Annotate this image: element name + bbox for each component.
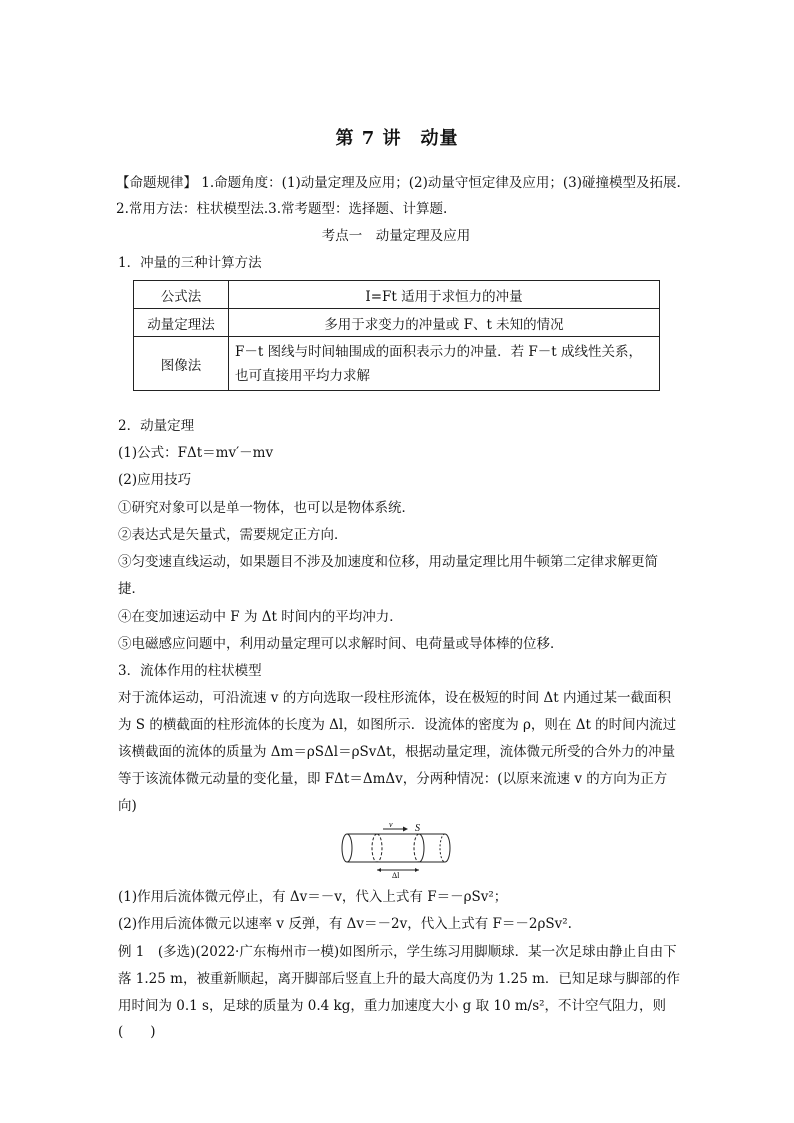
rule-line-2: 2.常用方法：柱状模型法.3.常考题型：选择题、计算题. xyxy=(116,201,448,217)
heading-fluid-model: 3．流体作用的柱状模型 xyxy=(118,663,262,679)
cylinder-right-end xyxy=(445,834,450,862)
skill-item-1: ①研究对象可以是单一物体，也可以是物体系统． xyxy=(118,500,415,516)
table-row xyxy=(134,309,660,337)
fluid-paragraph-line-1: 对于流体运动，可沿流速 v 的方向选取一段柱形流体，设在极短的时间 Δt 内通过某一截面积 xyxy=(118,690,671,706)
velocity-label: v xyxy=(389,822,393,829)
fluid-paragraph-line-3: 该横截面的流体的质量为 Δm＝ρSΔl＝ρSvΔt，根据动量定理，流体微元所受的合外力的冲量 xyxy=(118,744,676,760)
case-2-line: (2)作用后流体微元以速率 v 反弹，有 Δv＝－2v，代入上式有 F＝－2ρSv². xyxy=(118,916,572,932)
skill-item-2: ②表达式是矢量式，需要规定正方向． xyxy=(118,527,348,543)
method-cell: 公式法 xyxy=(134,281,229,309)
heading-momentum-theorem: 2．动量定理 xyxy=(118,418,195,434)
section-heading: 考点一 动量定理及应用 xyxy=(321,228,471,244)
table-row xyxy=(134,281,660,309)
fluid-paragraph-line-2: 为 S 的横截面的柱形流体的长度为 Δl，如图所示．设流体的密度为 ρ，则在 Δt 的时间内流过 xyxy=(118,717,677,733)
desc-cell: F－t 图线与时间轴围成的面积表示力的冲量．若 F－t 成线性关系，也可直接用平均力求解 xyxy=(229,337,660,391)
skill-heading: (2)应用技巧 xyxy=(118,472,192,488)
desc-cell: 多用于求变力的冲量或 F、t 未知的情况 xyxy=(229,309,660,337)
fluid-cylinder-diagram xyxy=(335,822,457,878)
heading-impulse-methods: 1．冲量的三种计算方法 xyxy=(118,255,262,271)
fluid-paragraph-line-5: 向) xyxy=(118,798,137,814)
cross-section-label: S xyxy=(415,823,420,834)
skill-item-4: ④在变加速运动中 F 为 Δt 时间内的平均冲力． xyxy=(118,609,403,625)
example-line-3: 用时间为 0.1 s，足球的质量为 0.4 kg，重力加速度大小 g 取 10 m/s²，不计空气阻力，则( ) xyxy=(118,998,667,1040)
cylinder-right-end-back xyxy=(440,834,445,862)
skill-item-3b: 捷． xyxy=(118,581,145,597)
cross-section-left-front xyxy=(377,834,382,862)
fluid-paragraph-line-4: 等于该流体微元动量的变化量，即 FΔt＝ΔmΔv，分两种情况：(以原来流速 v 的方向为正方 xyxy=(118,771,668,787)
rule-line-1: 【命题规律】 1.命题角度：(1)动量定理及应用；(2)动量守恒定律及应用；(3)碰撞模型及拓展. xyxy=(116,175,681,191)
length-arrowhead-left xyxy=(377,868,381,872)
cross-section-right-front xyxy=(419,834,424,862)
impulse-methods-table xyxy=(133,280,660,391)
velocity-arrowhead xyxy=(403,827,408,832)
cross-section-right-back xyxy=(414,834,419,862)
skill-item-5: ⑤电磁感应问题中，利用动量定理可以求解时间、电荷量或导体棒的位移． xyxy=(118,636,564,652)
desc-cell: I=Ft 适用于求恒力的冲量 xyxy=(229,281,660,309)
length-label: Δl xyxy=(392,871,400,878)
lecture-title: 第 7 讲 动量 xyxy=(335,128,459,149)
cross-section-left-back xyxy=(372,834,377,862)
method-cell: 图像法 xyxy=(134,337,229,391)
length-arrowhead-right xyxy=(415,868,419,872)
cylinder-left-end xyxy=(342,834,352,862)
formula-line: (1)公式：FΔt＝mv′－mv xyxy=(118,445,274,461)
table-row xyxy=(134,337,660,391)
case-1-line: (1)作用后流体微元停止，有 Δv＝－v，代入上式有 F＝－ρSv²； xyxy=(118,889,508,905)
example-line-1: 例 1 (多选)(2022·广东梅州市一模)如图所示，学生练习用脚顺球．某一次足球由静止自由下 xyxy=(118,944,677,960)
skill-item-3a: ③匀变速直线运动，如果题目不涉及加速度和位移，用动量定理比用牛顿第二定律求解更简 xyxy=(118,554,658,570)
method-cell: 动量定理法 xyxy=(134,309,229,337)
example-line-2: 落 1.25 m，被重新顺起，离开脚部后竖直上升的最大高度仍为 1.25 m．已知足球与脚部的作 xyxy=(118,971,680,987)
